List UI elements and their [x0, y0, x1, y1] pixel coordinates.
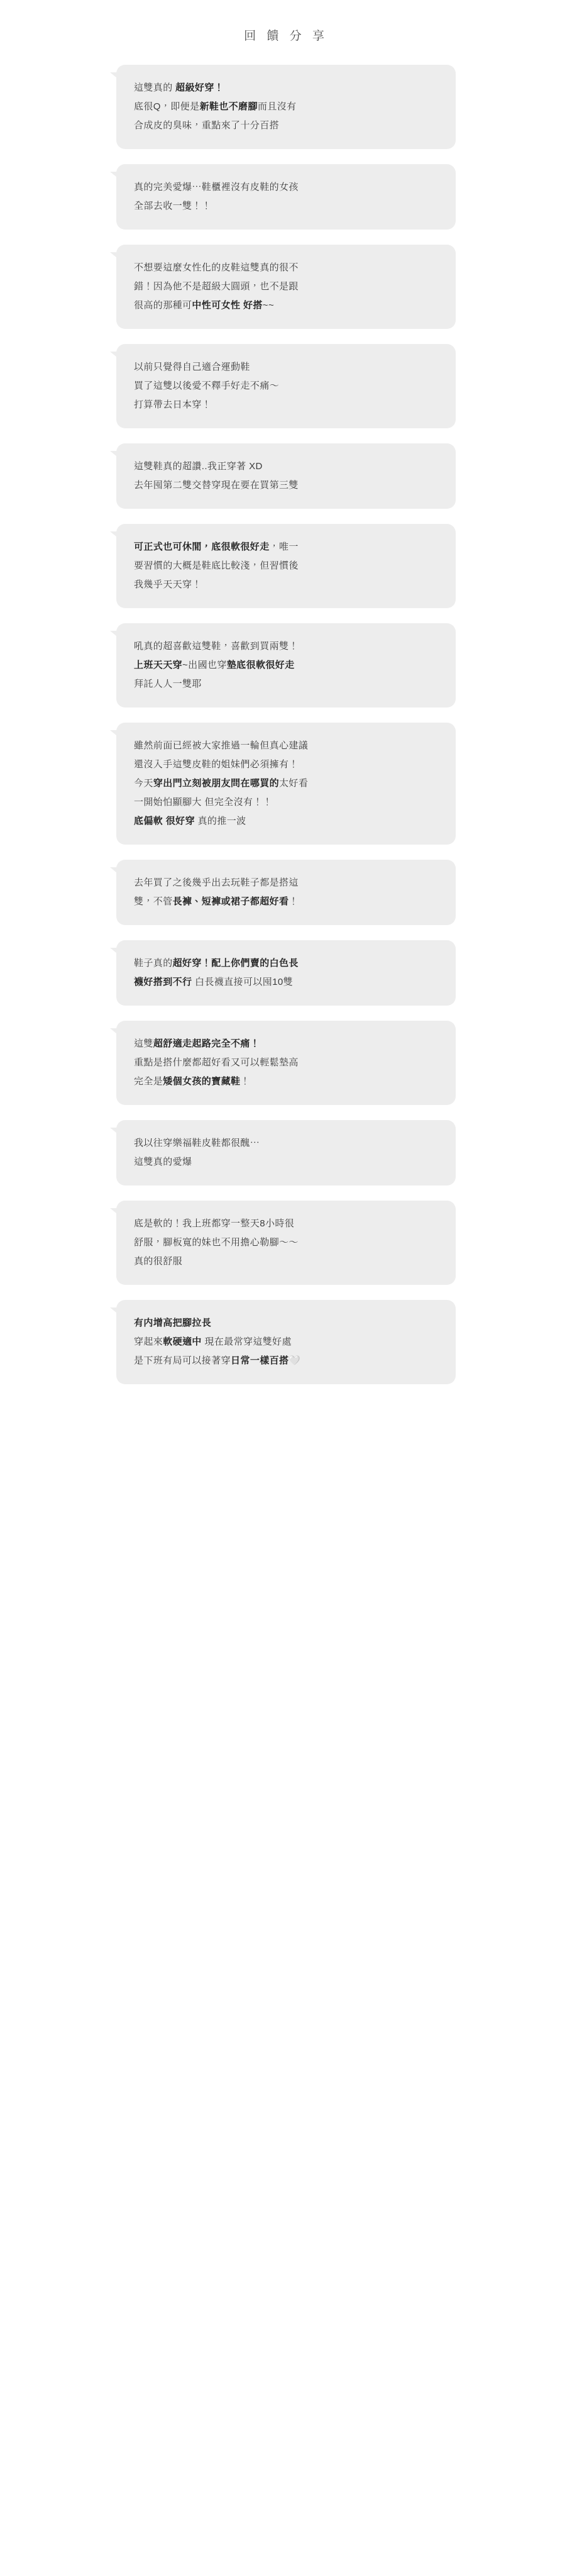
review-text: 真的很舒服 — [134, 1256, 183, 1267]
review-line — [134, 1072, 439, 1091]
review-text: ~出國也穿 — [182, 660, 227, 670]
review-bubble — [116, 164, 456, 230]
review-line — [134, 377, 439, 396]
review-text: 以前只覺得自己適合運動鞋 — [134, 362, 250, 372]
review-text: 雖然前面已經被大家推過一輪但真心建議 — [134, 740, 309, 751]
review-text: 拜託人人一雙耶 — [134, 679, 202, 689]
review-line — [134, 1035, 439, 1053]
review-text: 合成皮的臭味，重點來了十分百搭 — [134, 120, 280, 131]
review-item — [116, 940, 456, 1006]
review-text-emphasis: 襪好搭到不行 — [134, 977, 192, 987]
review-line — [134, 557, 439, 575]
review-text-emphasis: 中性可女性 好搭 — [192, 300, 263, 311]
review-bubble — [116, 940, 456, 1006]
review-text-emphasis: 穿出門立刻被朋友問在哪買的 — [153, 778, 280, 789]
review-item — [116, 344, 456, 428]
review-text: 白長襪直接可以囤10雙 — [192, 977, 294, 987]
review-item — [116, 443, 456, 509]
review-text: 去年囤第二雙交替穿現在要在買第三雙 — [134, 480, 299, 491]
review-text: 重點是搭什麼都超好看又可以輕鬆墊高 — [134, 1057, 299, 1068]
review-text-emphasis: 軟硬適中 — [163, 1336, 202, 1347]
review-text-emphasis: 可正式也可休閒，底很軟很好走 — [134, 541, 270, 552]
review-bubble — [116, 443, 456, 509]
review-bubble — [116, 1300, 456, 1384]
review-line — [134, 538, 439, 557]
review-text: 🤍 — [289, 1355, 301, 1366]
review-line — [134, 396, 439, 414]
review-line — [134, 874, 439, 892]
review-text: ！ — [289, 896, 299, 907]
review-line — [134, 575, 439, 594]
review-text: 我以往穿樂福鞋皮鞋都很醜⋯ — [134, 1138, 260, 1148]
review-text: 是下班有局可以接著穿 — [134, 1355, 231, 1366]
review-line — [134, 954, 439, 973]
review-text: 真的推一波 — [194, 816, 246, 826]
review-text: 今天 — [134, 778, 153, 789]
review-text: 太好看 — [279, 778, 309, 789]
review-line — [134, 1252, 439, 1271]
review-bubble — [116, 623, 456, 708]
review-text: 還沒入手這雙皮鞋的姐妹們必須擁有！ — [134, 759, 299, 770]
review-text: 這雙鞋真的超讚..我正穿著 XD — [134, 461, 263, 472]
review-text: 打算帶去日本穿！ — [134, 399, 212, 410]
review-text: 全部去收一雙！！ — [134, 201, 212, 211]
review-line — [134, 296, 439, 315]
review-item — [116, 1120, 456, 1185]
review-text-emphasis: 日常一樣百搭 — [231, 1355, 289, 1366]
review-line — [134, 656, 439, 675]
review-bubble — [116, 860, 456, 925]
review-item — [116, 65, 456, 149]
review-line — [134, 1053, 439, 1072]
review-item — [116, 1021, 456, 1105]
review-text: 要習慣的大概是鞋底比較淺，但習慣後 — [134, 560, 299, 571]
review-list — [0, 65, 572, 1384]
review-text: 真的完美愛爆⋯鞋櫃裡沒有皮鞋的女孩 — [134, 182, 299, 192]
review-line — [134, 197, 439, 216]
review-bubble — [116, 65, 456, 149]
review-text-emphasis: 有内增高把腳拉長 — [134, 1318, 212, 1328]
review-text: 我幾乎天天穿！ — [134, 579, 202, 590]
review-bubble — [116, 344, 456, 428]
review-text-emphasis: 長褲、短褲或裙子都超好看 — [172, 896, 289, 907]
review-line — [134, 812, 439, 831]
review-line — [134, 755, 439, 774]
review-bubble — [116, 1201, 456, 1285]
review-text: 完全是 — [134, 1076, 163, 1087]
review-line — [134, 79, 439, 97]
review-text-emphasis: 矮個女孩的寶藏鞋 — [163, 1076, 241, 1087]
review-text: 錯！因為他不是超級大圓頭，也不是跟 — [134, 281, 299, 292]
review-text: 吼真的超喜歡這雙鞋，喜歡到買兩雙！ — [134, 641, 299, 652]
review-line — [134, 1214, 439, 1233]
review-item — [116, 524, 456, 608]
review-text: 一開始怕顯腳大 但完全沒有！！ — [134, 797, 273, 808]
review-text-emphasis: 底偏軟 很好穿 — [134, 816, 195, 826]
review-text: 這雙真的 — [134, 82, 176, 93]
review-item — [116, 623, 456, 708]
review-line — [134, 892, 439, 911]
review-text: 底是軟的！我上班都穿一整天8小時很 — [134, 1218, 295, 1229]
review-text: 舒服，腳板寬的妹也不用擔心勒腳～～ — [134, 1237, 299, 1248]
review-text-emphasis: 超好穿！配上你們賣的白色長 — [172, 958, 299, 969]
review-line — [134, 277, 439, 296]
review-text: 買了這雙以後愛不釋手好走不痛～ — [134, 380, 280, 391]
review-item — [116, 1300, 456, 1384]
review-text-emphasis: 超舒適走起路完全不痛！ — [153, 1038, 260, 1049]
review-text: 這雙真的愛爆 — [134, 1157, 192, 1167]
review-text-emphasis: 新鞋也不磨腳 — [199, 101, 258, 112]
review-text: ！ — [240, 1076, 250, 1087]
review-text: 雙，不管 — [134, 896, 173, 907]
review-text: 去年買了之後幾乎出去玩鞋子都是搭這 — [134, 877, 299, 888]
review-text: 鞋子真的 — [134, 958, 173, 969]
review-text: 穿起來 — [134, 1336, 163, 1347]
review-line — [134, 476, 439, 495]
review-line — [134, 736, 439, 755]
review-line — [134, 1352, 439, 1370]
review-text: 很高的那種可 — [134, 300, 192, 311]
review-item — [116, 860, 456, 925]
page-title: 回 饋 分 享 — [244, 30, 328, 43]
review-item — [116, 245, 456, 329]
review-text: 不想要這麼女性化的皮鞋這雙真的很不 — [134, 262, 299, 273]
review-line — [134, 1314, 439, 1333]
review-line — [134, 457, 439, 476]
review-line — [134, 178, 439, 197]
review-item — [116, 164, 456, 230]
review-line — [134, 1153, 439, 1172]
review-bubble — [116, 524, 456, 608]
review-text: 這雙 — [134, 1038, 153, 1049]
review-line — [134, 97, 439, 116]
review-text: 現在最常穿這雙好處 — [201, 1336, 292, 1347]
review-text: 而且沒有 — [257, 101, 297, 112]
review-line — [134, 1233, 439, 1252]
review-bubble — [116, 1021, 456, 1105]
review-line — [134, 116, 439, 135]
review-bubble — [116, 1120, 456, 1185]
review-item — [116, 1201, 456, 1285]
review-item — [116, 723, 456, 845]
review-text-emphasis: 超級好穿！ — [175, 82, 224, 93]
review-line — [134, 637, 439, 656]
review-bubble — [116, 723, 456, 845]
review-line — [134, 358, 439, 377]
review-line — [134, 1134, 439, 1153]
review-text-emphasis: 上班天天穿 — [134, 660, 183, 670]
review-line — [134, 258, 439, 277]
review-text: ~~ — [262, 300, 275, 311]
review-text: ，唯一 — [269, 541, 299, 552]
review-line — [134, 774, 439, 793]
review-text: 底很Q，即便是 — [134, 101, 200, 112]
review-line — [134, 973, 439, 992]
review-line — [134, 1333, 439, 1352]
review-line — [134, 675, 439, 694]
review-bubble — [116, 245, 456, 329]
review-line — [134, 793, 439, 812]
review-text-emphasis: 墊底很軟很好走 — [226, 660, 295, 670]
